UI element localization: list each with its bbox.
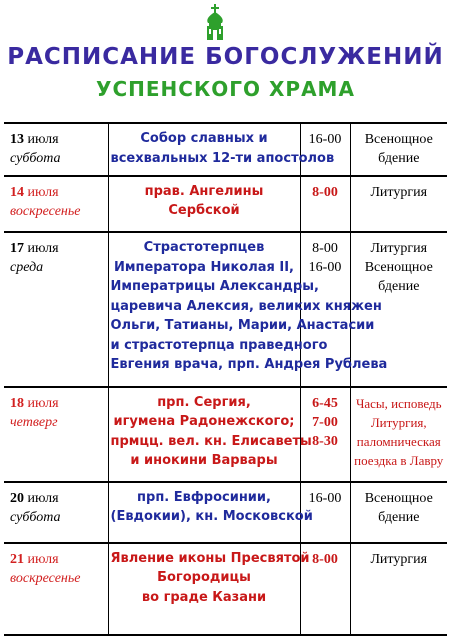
schedule-row: [4, 123, 447, 176]
service-name: Литургия: [370, 241, 428, 257]
event-line: царевича Алексия, великих княжен: [110, 298, 382, 314]
church-dome-icon: [202, 4, 228, 40]
service-cell: [350, 387, 447, 482]
page-title: РАСПИСАНИЕ БОГОСЛУЖЕНИЙ: [7, 44, 444, 70]
event-line: Императрицы Александры,: [110, 279, 319, 295]
event-line: Страстотерпцев: [143, 240, 265, 256]
page-subtitle: УСПЕНСКОГО ХРАМА: [96, 77, 355, 101]
service-cell: [350, 482, 447, 543]
event-line: Императора Николая II,: [114, 259, 294, 275]
month-name: июля: [27, 184, 59, 200]
weekday: воскресенье: [10, 570, 81, 586]
weekday: суббота: [10, 151, 61, 166]
month-name: июля: [27, 241, 59, 257]
weekday: воскресенье: [10, 203, 81, 219]
service-name: бдение: [378, 509, 420, 525]
month-name: июля: [27, 395, 59, 411]
event-description: [108, 482, 313, 543]
schedule-row: [4, 232, 447, 386]
schedule-row: [4, 387, 447, 482]
service-name: поездка в Лавру: [354, 452, 444, 468]
service-time: 16-00: [308, 132, 342, 147]
service-time: 8-30: [312, 433, 338, 449]
date-cell: [4, 387, 108, 482]
month-name: июля: [27, 490, 59, 506]
schedule-row: [4, 543, 447, 635]
service-name: Литургия: [370, 184, 428, 200]
service-name: Литургия: [370, 551, 428, 567]
event-line: (Евдокии), кн. Московской: [110, 509, 313, 525]
event-description: [108, 543, 310, 635]
schedule-row: [4, 482, 447, 543]
event-line: Сербской: [168, 203, 240, 219]
weekday: четверг: [10, 414, 58, 430]
day-number: 17: [10, 241, 24, 257]
event-line: прп. Евфросинии,: [137, 489, 271, 505]
time-cell: [300, 123, 350, 176]
day-number: 20: [10, 490, 24, 506]
service-time: 6-45: [312, 395, 338, 411]
schedule-table: [4, 122, 447, 636]
event-description: [108, 176, 300, 233]
service-time: 16-00: [308, 260, 342, 276]
event-line: во граде Казани: [141, 589, 267, 605]
time-cell: [300, 176, 350, 233]
event-line: Ольги, Татианы, Марии, Анастасии: [110, 318, 375, 334]
service-name: паломническая: [356, 433, 441, 449]
weekday: среда: [10, 260, 44, 276]
event-line: и страстотерпца праведного: [110, 337, 328, 353]
date-cell: [4, 543, 108, 635]
month-name: июля: [27, 551, 59, 567]
service-cell: [350, 123, 447, 176]
event-line: и инокини Варвары: [130, 453, 278, 469]
day-number: 18: [10, 395, 24, 411]
service-time: 16-00: [308, 490, 342, 506]
service-time: 8-00: [312, 241, 338, 257]
date-cell: [4, 176, 108, 233]
day-number: 21: [10, 551, 24, 567]
date-cell: [4, 482, 108, 543]
day-number: 14: [10, 184, 24, 200]
event-line: Собор славных и: [140, 131, 268, 146]
event-line: прмцц. вел. кн. Елисаветы: [110, 433, 312, 449]
event-line: Евгения врача, прп. Андрея Рублева: [110, 357, 388, 373]
event-description: [108, 387, 312, 482]
service-name: бдение: [378, 151, 420, 166]
day-number: 13: [10, 132, 24, 147]
service-time: 8-00: [312, 184, 338, 200]
service-name: Всенощное: [364, 260, 433, 276]
month-name: июля: [27, 132, 59, 147]
event-line: Явление иконы Пресвятой: [110, 550, 310, 566]
event-line: всехвальных 12-ти апостолов: [110, 150, 335, 166]
schedule-row: [4, 176, 447, 233]
service-time: 7-00: [312, 414, 338, 430]
service-name: Всенощное: [364, 132, 433, 147]
service-time: 8-00: [312, 551, 338, 567]
event-line: прав. Ангелины: [144, 183, 264, 199]
service-name: Всенощное: [364, 490, 433, 506]
service-name: бдение: [378, 279, 420, 295]
event-line: прп. Сергия,: [157, 394, 251, 410]
date-cell: [4, 123, 108, 176]
date-cell: [4, 232, 108, 386]
event-line: Богородицы: [157, 570, 251, 586]
service-name: Часы, исповедь: [355, 395, 442, 411]
weekday: суббота: [10, 509, 61, 525]
service-name: Литургия,: [370, 414, 427, 430]
service-cell: [350, 176, 447, 233]
event-line: игумена Радонежского;: [113, 414, 295, 430]
service-cell: [350, 543, 447, 635]
